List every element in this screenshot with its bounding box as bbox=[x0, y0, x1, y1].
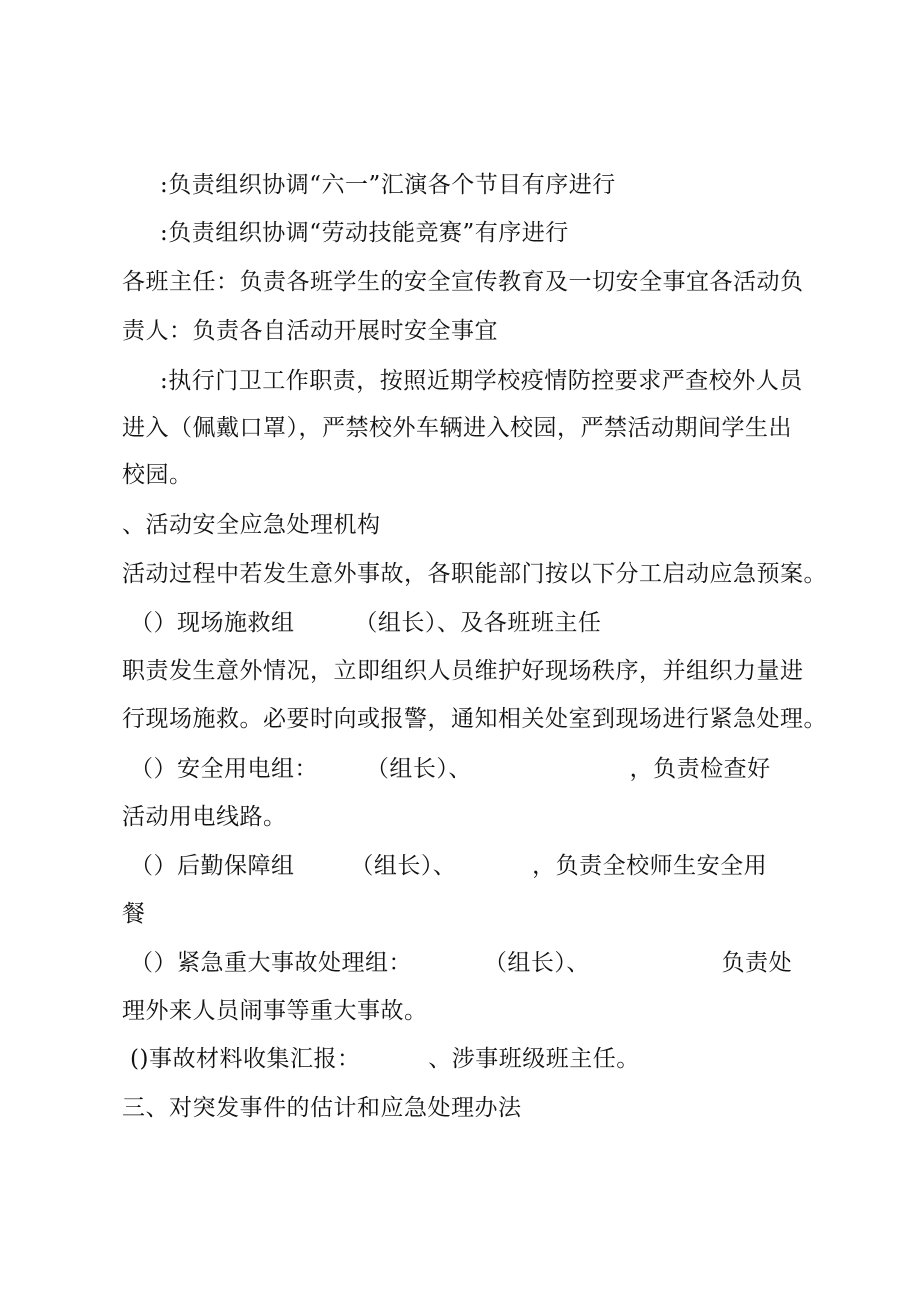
text-line bbox=[130, 1044, 640, 1074]
text-segment: 负责处 bbox=[721, 950, 793, 976]
text-segment: （）现场施救组 bbox=[130, 610, 295, 636]
text-line bbox=[130, 608, 601, 638]
text-segment: 理外来人员闹事等重大事故。 bbox=[122, 998, 428, 1024]
text-line bbox=[122, 316, 498, 346]
text-line bbox=[160, 218, 569, 248]
text-segment: 餐 bbox=[122, 901, 146, 927]
text-line bbox=[122, 267, 804, 297]
text-line bbox=[160, 366, 803, 396]
section-heading bbox=[122, 1093, 522, 1123]
text-line bbox=[122, 996, 428, 1026]
text-line bbox=[122, 413, 792, 443]
text-segment: （）安全用电组： bbox=[130, 756, 318, 782]
text-segment: 校园。 bbox=[122, 462, 193, 488]
text-segment: （组长）、 bbox=[483, 950, 590, 976]
text-line bbox=[122, 656, 804, 686]
text-segment: ，负责检查好 bbox=[629, 756, 771, 782]
text-segment: 活动用电线路。 bbox=[122, 804, 287, 830]
text-segment: （）后勤保障组 bbox=[130, 853, 295, 879]
text-segment: 职责发生意外情况，立即组织人员维护好现场秩序，并组织力量进 bbox=[122, 658, 804, 684]
text-segment: 、活动安全应急处理机构 bbox=[122, 512, 381, 538]
text-segment: ，负责全校师生安全用 bbox=[532, 853, 768, 879]
text-line bbox=[122, 704, 827, 734]
text-segment: :负责组织协调“六一”汇演各个节目有序进行 bbox=[160, 172, 616, 198]
text-line bbox=[160, 170, 616, 200]
text-segment: 责人：负责各自活动开展时安全事宜 bbox=[122, 318, 498, 344]
text-segment: （组长）、及各班班主任 bbox=[354, 610, 602, 636]
text-segment: 行现场施救。必要时向或报警，通知相关处室到现场进行紧急处理。 bbox=[122, 706, 827, 732]
text-segment: 三、对突发事件的估计和应急处理办法 bbox=[122, 1095, 522, 1121]
text-segment: 进入（佩戴口罩），严禁校外车辆进入校园，严禁活动期间学生出 bbox=[122, 415, 792, 441]
text-segment: 各班主任：负责各班学生的安全宣传教育及一切安全事宜各活动负 bbox=[122, 269, 804, 295]
section-heading bbox=[122, 510, 381, 540]
text-segment: ()事故材料收集汇报： bbox=[130, 1046, 361, 1072]
text-line bbox=[130, 754, 771, 784]
text-line bbox=[130, 948, 792, 978]
text-segment: （组长）、 bbox=[365, 756, 472, 782]
text-segment: :负责组织协调“劳动技能竞赛”有序进行 bbox=[160, 220, 569, 246]
text-segment: :执行门卫工作职责，按照近期学校疫情防控要求严查校外人员 bbox=[160, 368, 803, 394]
text-segment: （组长）、 bbox=[350, 853, 457, 879]
text-line bbox=[122, 559, 827, 589]
text-line bbox=[122, 460, 193, 490]
text-segment: （）紧急重大事故处理组： bbox=[130, 950, 412, 976]
text-segment: 、涉事班级班主任。 bbox=[428, 1046, 640, 1072]
text-line bbox=[122, 802, 287, 832]
text-line bbox=[130, 851, 767, 881]
text-line bbox=[122, 899, 146, 929]
text-segment: 活动过程中若发生意外事故，各职能部门按以下分工启动应急预案。 bbox=[122, 561, 827, 587]
